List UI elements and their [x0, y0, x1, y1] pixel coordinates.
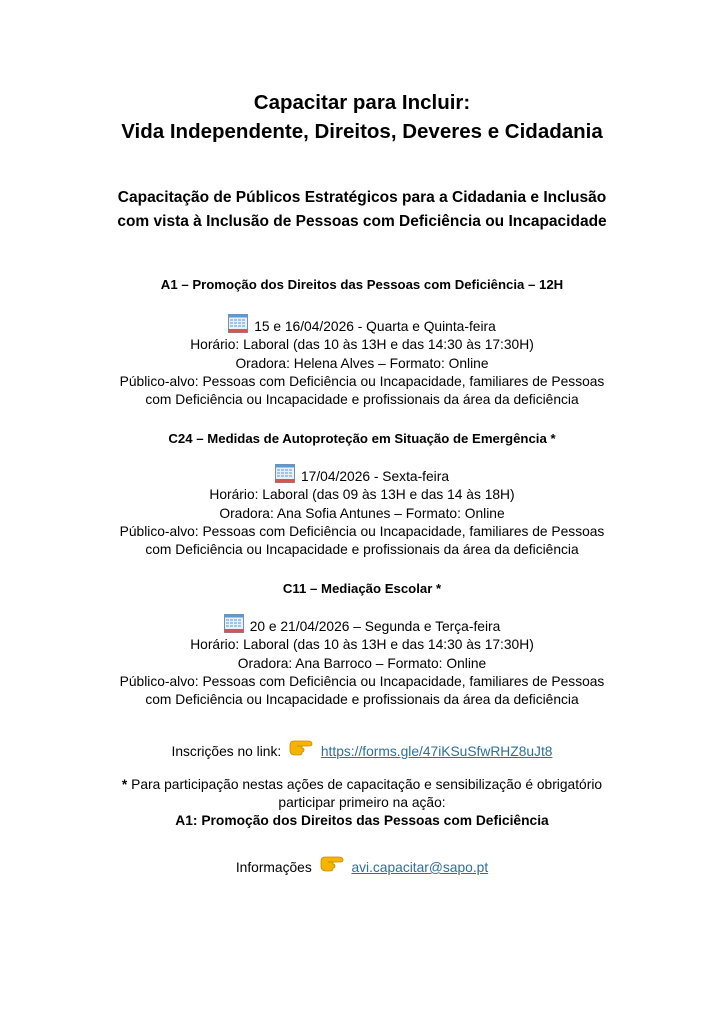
- title-line-1: Capacitar para Incluir:: [253, 91, 471, 114]
- course-speaker: Oradora: Helena Alves – Formato: Online: [235, 355, 489, 371]
- course-schedule: Horário: Laboral (das 10 às 13H e das 14:30 às 17:30H): [190, 637, 534, 653]
- pointing-hand-icon: [288, 736, 314, 756]
- course-audience-line-2: com Deficiência ou Incapacidade e profissionais da área da deficiência: [145, 392, 579, 408]
- calendar-icon: [275, 464, 295, 483]
- note-asterisk: *: [121, 777, 128, 792]
- course-date-line: [0, 614, 724, 636]
- course-title: C24 – Medidas de Autoproteção em Situação de Emergência *: [168, 431, 556, 446]
- course-section-c11: [0, 580, 724, 709]
- course-audience-line-1: Público-alvo: Pessoas com Deficiência ou Incapacidade, familiares de Pessoas: [119, 373, 605, 389]
- note-text-1: Para participação nestas ações de capacitação e sensibilização é obrigatório: [131, 777, 603, 792]
- page-title: [0, 88, 724, 146]
- course-audience-line-1: Público-alvo: Pessoas com Deficiência ou Incapacidade, familiares de Pessoas: [119, 673, 605, 689]
- course-date: 20 e 21/04/2026 – Segunda e Terça-feira: [249, 619, 501, 635]
- page-subtitle: [0, 186, 724, 234]
- course-audience-line-1: Público-alvo: Pessoas com Deficiência ou Incapacidade, familiares de Pessoas: [119, 523, 605, 539]
- title-line-2: Vida Independente, Direitos, Deveres e Cidadania: [121, 120, 603, 143]
- calendar-icon: [228, 314, 248, 333]
- course-audience-line-2: com Deficiência ou Incapacidade e profissionais da área da deficiência: [145, 692, 579, 708]
- info-label: Informações: [235, 860, 312, 875]
- subtitle-line-1: Capacitação de Públicos Estratégicos para a Cidadania e Inclusão: [117, 189, 607, 206]
- registration-line: [0, 736, 724, 761]
- course-date: 17/04/2026 - Sexta-feira: [300, 469, 450, 485]
- course-schedule: Horário: Laboral (das 09 às 13H e das 14 às 18H): [209, 487, 515, 503]
- course-audience-line-2: com Deficiência ou Incapacidade e profissionais da área da deficiência: [145, 542, 579, 558]
- course-section-a1: [0, 276, 724, 409]
- note-line-2: participar primeiro na ação:: [278, 795, 446, 811]
- subtitle-line-2: com vista à Inclusão de Pessoas com Deficiência ou Incapacidade: [117, 213, 607, 230]
- prerequisite-note: [0, 776, 724, 831]
- course-date-line: [0, 314, 724, 336]
- course-section-c24: [0, 430, 724, 559]
- course-title: C11 – Mediação Escolar *: [282, 581, 442, 596]
- pointing-hand-icon: [319, 852, 345, 872]
- course-date-line: [0, 464, 724, 486]
- calendar-icon: [224, 614, 244, 633]
- course-date: 15 e 16/04/2026 - Quarta e Quinta-feira: [254, 319, 496, 335]
- course-title: A1 – Promoção dos Direitos das Pessoas com Deficiência – 12H: [160, 277, 564, 292]
- registration-link[interactable]: https://forms.gle/47iKSuSfwRHZ8uJt8: [320, 744, 553, 759]
- note-line-3: A1: Promoção dos Direitos das Pessoas com Deficiência: [175, 813, 549, 829]
- course-speaker: Oradora: Ana Sofia Antunes – Formato: Online: [219, 505, 505, 521]
- course-schedule: Horário: Laboral (das 10 às 13H e das 14:30 às 17:30H): [190, 337, 534, 353]
- info-email-link[interactable]: avi.capacitar@sapo.pt: [351, 860, 489, 875]
- note-line-1: [0, 776, 724, 794]
- course-speaker: Oradora: Ana Barroco – Formato: Online: [237, 655, 487, 671]
- registration-label: Inscrições no link:: [171, 744, 282, 759]
- info-line: [0, 852, 724, 877]
